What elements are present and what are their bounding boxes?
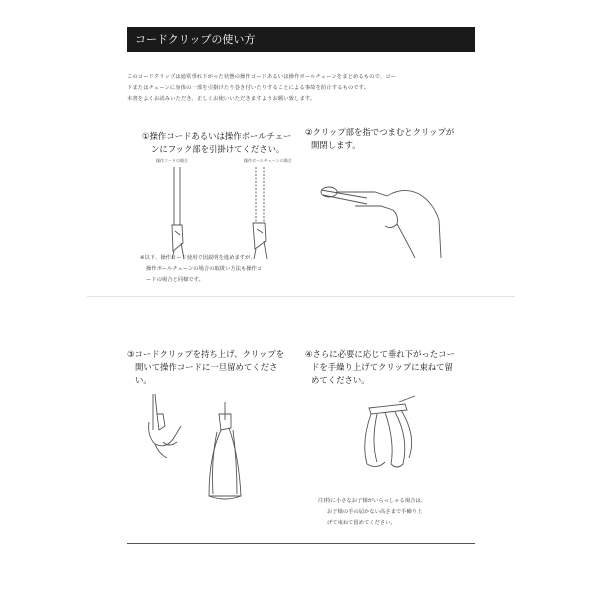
step4-note xyxy=(318,496,426,529)
page-title: コードクリップの使い方 xyxy=(127,27,475,52)
label-chain: 操作ボールチェーンの場合 xyxy=(244,158,292,163)
step1-title xyxy=(142,130,291,156)
intro-text xyxy=(127,72,473,105)
step3-title xyxy=(127,348,284,387)
cord-clipped-illustration xyxy=(195,400,255,505)
intro-line: このコードクリップは通常垂れ下がった状態の操作コードあるいは操作ボールチェーンをまとめるもので、コー xyxy=(127,74,397,80)
bundled-cords-illustration xyxy=(355,402,420,472)
step3-title-line: ③コードクリップを持ち上げ、クリップを xyxy=(127,349,285,359)
step2-title xyxy=(305,126,454,152)
fingers-pinch-clip-illustration xyxy=(315,180,445,260)
step4-title xyxy=(305,348,455,387)
step3-title-line: 開いて操作コードに一旦留めてくださ xyxy=(135,362,278,372)
step2-title-line: 開閉します。 xyxy=(311,140,361,150)
chain-hook-illustration xyxy=(236,165,296,260)
step4-note-line: 注)特に小さなお子様がいらっしゃる場合は、 xyxy=(318,498,427,504)
step4-title-line: ドを手繰り上げてクリップに束ねて留 xyxy=(311,362,453,372)
step4-title-line: めてください。 xyxy=(311,375,370,385)
intro-line: 本書をよくお読みいただき、正しくお使いいただきますようお願い致します。 xyxy=(127,96,316,102)
step1-title-line: ①操作コードあるいは操作ボールチェー xyxy=(142,131,292,141)
step4-title-line: ④さらに必要に応じて垂れ下がったコー xyxy=(305,349,455,359)
section-divider xyxy=(87,296,515,297)
step1-note xyxy=(140,253,262,286)
step1-note-line: 操作ボールチェーンの場合の取扱い方法も操作コ xyxy=(146,266,263,272)
step1-note-line: ードの場合と同様です。 xyxy=(146,277,204,283)
hand-lift-clip-illustration xyxy=(145,392,195,464)
intro-line: ドまたはチェーンに身体の一部を引掛けたり巻き付いたりすることによる事故を防止するものです。 xyxy=(127,85,370,91)
cord-hook-illustration xyxy=(150,165,210,260)
step3-title-line: い。 xyxy=(135,375,152,385)
step2-title-line: ②クリップ部を指でつまむとクリップが xyxy=(305,127,455,137)
step1-title-line: ンにフック部を引掛けてください。 xyxy=(151,144,285,154)
label-cord: 操作コードの場合 xyxy=(156,158,188,163)
step4-note-line: お子様の手の届かない高さまで手繰り上 xyxy=(327,509,423,515)
step4-note-line: げて束ねて留めてください。 xyxy=(327,520,396,526)
step1-note-line: ※以下、操作コード使用で図説明を進めますが、 xyxy=(140,255,256,261)
bottom-rule xyxy=(127,543,475,544)
